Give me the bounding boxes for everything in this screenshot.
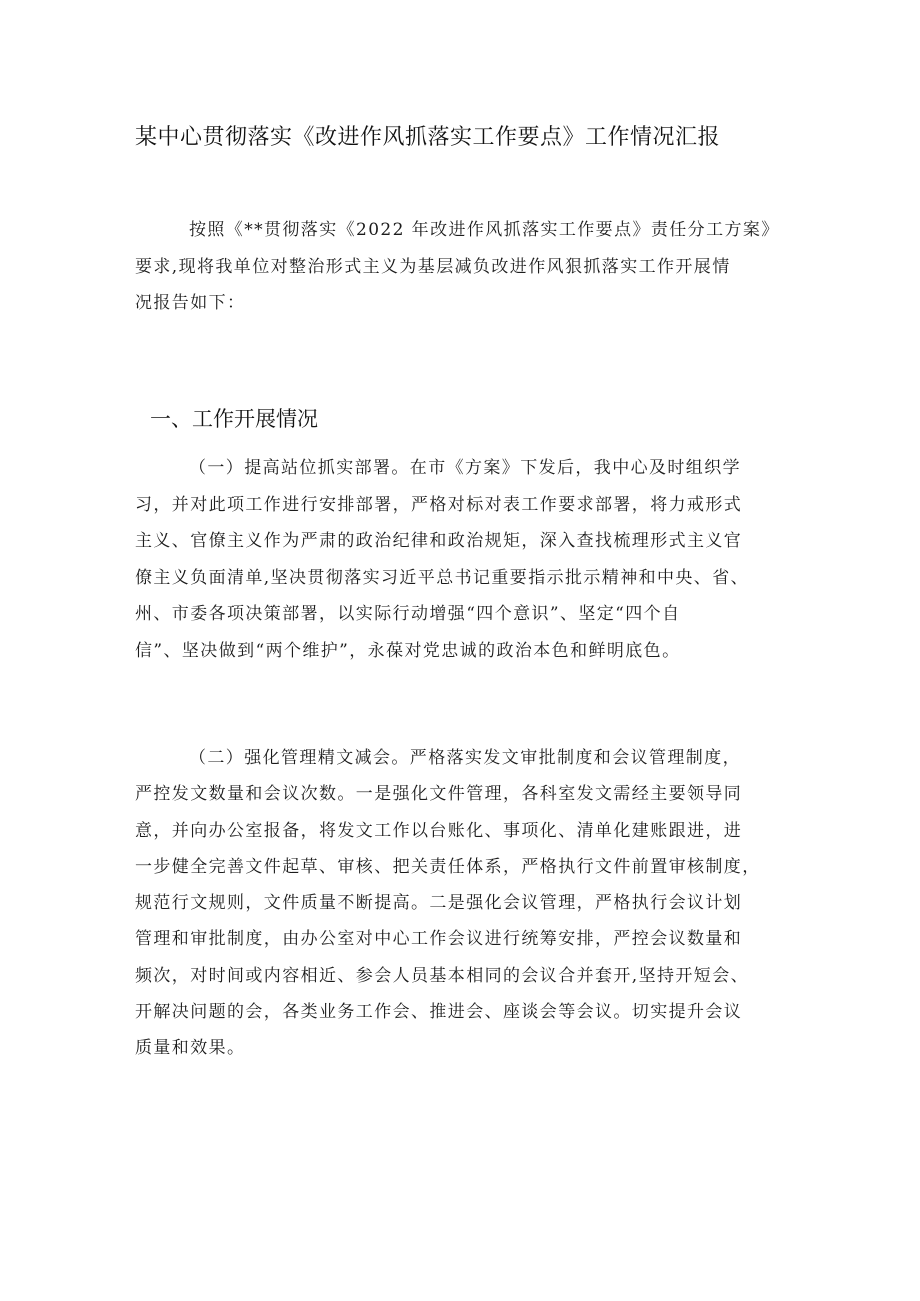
text-line: 僚主义负面清单,坚决贯彻落实习近平总书记重要指示批示精神和中央、省、	[135, 567, 750, 588]
text-line: 习，并对此项工作进行安排部署，严格对标对表工作要求部署，将力戒形式	[135, 494, 743, 515]
paragraph-2	[135, 740, 795, 1067]
document-title: 某中心贯彻落实《改进作风抓落实工作要点》工作情况汇报	[135, 125, 721, 150]
text-line: （一）提高站位抓实部署。在市《方案》下发后，我中心及时组织学	[189, 458, 741, 478]
text-line: 意，并向办公室报备，将发文工作以台账化、事项化、清单化建账跟进，进	[135, 820, 743, 841]
text-line: 开解决问题的会，各类业务工作会、推进会、座谈会等会议。切实提升会议	[135, 1002, 743, 1023]
text-line: 主义、官僚主义作为严肃的政治纪律和政治规矩，深入查找梳理形式主义官	[135, 531, 743, 551]
text-line: 信”、坚决做到“两个维护”，永葆对党忠诚的政治本色和鲜明底色。	[135, 640, 681, 661]
text-line: 管理和审批制度，由办公室对中心工作会议进行统筹安排，严控会议数量和	[135, 929, 743, 950]
text-line: （二）强化管理精文减会。严格落实发文审批制度和会议管理制度，	[189, 748, 741, 768]
section-heading: 一、工作开展情况	[150, 407, 318, 431]
intro-paragraph	[135, 212, 795, 322]
text-line: 严控发文数量和会议次数。一是强化文件管理，各科室发文需经主要领导同	[135, 784, 743, 805]
paragraph-1	[135, 450, 795, 669]
text-line: 州、市委各项决策部署，以实际行动增强“四个意识”、坚定“四个自	[135, 604, 681, 624]
text-line: 规范行文规则，文件质量不断提高。二是强化会议管理，严格执行会议计划	[135, 893, 743, 914]
text-line: 按照《**贯彻落实《2022 年改进作风抓落实工作要点》责任分工方案》	[189, 220, 780, 240]
text-line: 频次，对时间或内容相近、参会人员基本相同的会议合并套开,坚持开短会、	[135, 965, 750, 986]
text-line: 要求,现将我单位对整治形式主义为基层减负改进作风狠抓落实工作开展情	[135, 256, 731, 277]
text-line: 一步健全完善文件起草、审核、把关责任体系，严格执行文件前置审核制度，	[135, 856, 761, 877]
text-line: 质量和效果。	[135, 1038, 246, 1059]
text-line: 况报告如下：	[135, 293, 246, 313]
